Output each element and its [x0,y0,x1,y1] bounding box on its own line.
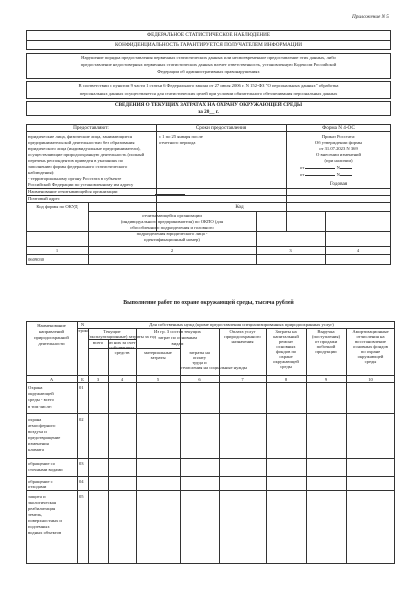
who-line-7: наблюдения): [28,170,55,175]
h-revenue-1: Выручка [317,329,335,334]
h-labor-2: оплату [192,355,207,360]
h-revenue-4: побочной [316,344,336,349]
main-v-3 [108,339,109,564]
codes-divider-3 [325,211,326,265]
submit-header-who: Предоставляют: [73,125,109,131]
h-services-2: природоохранного [224,334,261,339]
form-period: за 20__ г. [198,109,219,115]
h-repair-1: Затраты на [275,329,297,334]
who-line-9: Российской Федерации по установленному им адресу [28,182,134,187]
h-repair-8: среды [280,364,292,369]
main-v-1 [77,321,78,564]
codes-num-divider-bottom [26,254,391,255]
h-repair-6: охране [279,354,293,359]
col-num-8: 8 [284,377,288,382]
h-amort-4: основных фондов [353,344,388,349]
order-line-1: Приказ Росстата: [321,134,356,139]
col-num-6: 6 [198,377,201,382]
h-amort-7: среды [364,359,377,364]
h-repair-3: ремонт [278,339,293,344]
notice-line-2: персональных данных осуществляется для статистических целей при условии обязательного обезличивания персональных данных [79,91,338,96]
who-line-2: предпринимательской деятельностью без образования [28,140,135,145]
form-title: СВЕДЕНИЯ О ТЕКУЩИХ ЗАТРАТАХ НА ОХРАНУ ОКРУЖАЮЩЕЙ СРЕДЫ [114,102,303,108]
row-5-line-3: реабилитация [28,506,56,511]
h-name-2: направлений [38,329,65,334]
h-current-1: Текущие [103,329,121,334]
banner-divider [26,40,391,41]
code-org-line-1: отчитывающейся организации [142,213,202,218]
code-org-line-2: (индивидуального предпринимателя) по ОКПО (для [120,219,224,224]
h-amort-3: восстановление [355,339,386,344]
main-v-6 [219,328,220,564]
row-1-line-4: в том числе: [28,404,52,409]
row-4-line-2: отходами [28,484,47,489]
code-label: Код [235,204,244,210]
h-repair-5: фондов по [275,349,297,354]
h-own-funds-3: средств [114,350,130,355]
codes-col-1: 1 [55,248,59,253]
row-2-line-3: воздуха и [28,429,47,434]
col-num-5: 5 [156,377,160,382]
org-name-label: Наименование отчитывающейся организации [28,189,118,194]
order-line-2: Об утверждении формы [314,140,363,145]
h-current-2: (эксплуатационные) затраты за год [88,334,157,339]
h-revenue-5: продукции [315,349,337,354]
h-from3-3: видам [171,341,184,346]
h-amort-6: окружающей [357,354,384,359]
row-5-line-2: экологическая [28,500,56,505]
deadline-line-1: с 1 по 25 января после [159,134,203,139]
col-num-a: А [49,377,54,382]
okud-label: Код формы по ОКУД [36,204,78,209]
banner-line-1: ФЕДЕРАЛЬНОЕ СТАТИСТИЧЕСКОЕ НАБЛЮДЕНИЕ [146,32,271,38]
row-2-code: 02 [79,417,84,422]
deadline-line-2: отчетного периода [159,140,196,145]
row-2-line-2: атмосферного [28,423,56,428]
h-labor-4: отчисления на социальные нужды [180,365,247,370]
row-2-line-4: предотвращение [28,435,61,440]
order-from-1: от N [300,165,352,170]
h-n-2: строки [77,328,89,333]
col-num-b: Б [81,377,84,382]
banner-line-2: КОНФИДЕНЦИАЛЬНОСТЬ ГАРАНТИРУЕТСЯ ПОЛУЧАТЕЛЕМ ИНФОРМАЦИИ [115,42,302,48]
main-v-2 [88,328,89,564]
order-line-4: О внесении изменений [316,152,361,157]
codes-num-divider-top [26,246,391,247]
who-line-8: - территориальному органу Росстата в субъекте [28,176,122,181]
h-material-1: материальные [144,350,172,355]
h-from3-1: Из гр. 3 состав текущих [154,329,201,334]
h-amort-5: по охране [360,349,381,354]
main-h-row-1 [26,413,395,414]
row-5-line-1: защита и [28,494,46,499]
h-name-3: природоохранной [34,335,69,340]
row-2-line-1: охрана [28,417,42,422]
order-from-2: от N [300,172,352,177]
who-line-6: заполнению формы федерального статистического [28,164,128,169]
warning-line-1: Нарушение порядка предоставления первичных статистических данных или несвоевременное предоставление этих данных, либо [81,55,336,60]
h-revenue-2: (поступления) [311,334,341,339]
main-h-row-4 [26,490,395,491]
who-line-5: перечень респондентов приведен в указаниях по [28,158,124,163]
row-1-line-2: окружающей [28,391,54,396]
appendix-label: Приложение N 5 [352,14,389,20]
section-title: Выполнение работ по охране окружающей среды, тысяча рублей [123,300,294,306]
row-4-line-1: обращение с [28,479,53,484]
submit-header-divider [26,131,391,132]
periodicity: Годовая [329,181,348,187]
h-name-4: деятельности [38,341,65,346]
row-3-line-1: обращение со [28,461,55,466]
org-name-line [155,194,185,195]
h-amort-1: Амортизационные [352,329,389,334]
col-num-10: 10 [368,377,373,382]
okud-value: 0609030 [28,257,45,262]
row-5-code: 05 [79,494,84,499]
row-1-code: 01 [79,385,84,390]
col-num-3: 3 [96,377,100,382]
h-repair-7: окружающей [273,359,299,364]
code-org-line-5: идентификационный номер) [144,237,200,242]
codes-divider-2 [256,211,257,265]
h-repair-4: основных [276,344,296,349]
h-amort-2: отчисления на [356,334,385,339]
who-line-1: юридические лица, физические лица, занимающиеся [28,134,132,139]
h-services-1: Оплата услуг [229,329,256,334]
row-2-line-6: климата [28,447,44,452]
org-divider-mid [26,195,391,196]
h-total: всего [92,340,104,345]
code-org-line-3: обособленного подразделения и головного [130,225,214,230]
row-4-code: 04 [79,479,84,484]
h-material-2: затраты [150,355,166,360]
h-from3-2: затрат по основным [158,335,197,340]
row-5-line-7: водных объектов [28,530,62,535]
row-3-code: 03 [79,461,84,466]
code-org-line-4: подразделения юридического лица - [136,231,208,236]
main-h-cols-top [26,375,395,376]
main-h-row-3 [26,476,395,477]
h-revenue-3: от продажи [314,339,338,344]
row-5-line-4: земель, [28,512,43,517]
who-line-3: юридического лица (индивидуальные предприниматели), [28,146,141,151]
h-labor-1: затраты на [189,350,210,355]
h-services-3: назначения [231,339,254,344]
org-address-label: Почтовый адрес [28,196,60,201]
row-1-line-3: среды - всего [28,397,54,402]
warning-line-2: предоставление недостоверных первичных статистических данных влечет ответственность, установленную Кодексом Российской [80,62,337,67]
codes-header-divider [88,211,391,212]
row-2-line-5: изменения [28,441,49,446]
h-name-1: Наименование [37,323,66,328]
row-3-line-2: сточными водами [28,467,63,472]
col-num-9: 9 [324,377,328,382]
h-own-funds-2: собственных [109,345,135,350]
codes-col-4: 4 [356,248,360,253]
h-labor-3: труда и [192,360,207,365]
h-own-funds-1: из них за счет [108,340,136,345]
h-n-1: N [80,322,85,327]
row-5-line-5: поверхностных и [28,518,62,523]
col-num-4: 4 [120,377,124,382]
col-num-7: 7 [241,377,244,382]
order-line-5: (при наличии) [324,158,353,163]
main-h-row-2 [26,458,395,459]
codes-col-2: 2 [170,248,174,253]
row-5-line-6: подземных [28,524,50,529]
h-own: Для собственных нужд (кроме предоставления специализированных природоохранных услуг) [149,322,334,327]
warning-line-3: Федерации об административных правонарушениях [157,69,260,74]
submit-header-form: Форма N 4-ОС [322,125,355,131]
row-1-line-1: Охрана [28,385,43,390]
notice-line-1: В соответствии с пунктом 9 части 1 статьи 6 Федерального закона от 27 июля 2006 г. N 152-ФЗ "О персональных данных" обработка [78,83,339,88]
h-repair-2: капитальный [273,334,299,339]
order-line-3: от 31.07.2023 N 369 [319,146,358,151]
main-v-4 [136,328,137,564]
codes-col-3: 3 [289,248,292,253]
who-line-4: осуществляющие природоохранную деятельность (полный [28,152,145,157]
main-v-8 [306,328,307,564]
submit-header-deadline: Сроки предоставления [195,125,247,131]
